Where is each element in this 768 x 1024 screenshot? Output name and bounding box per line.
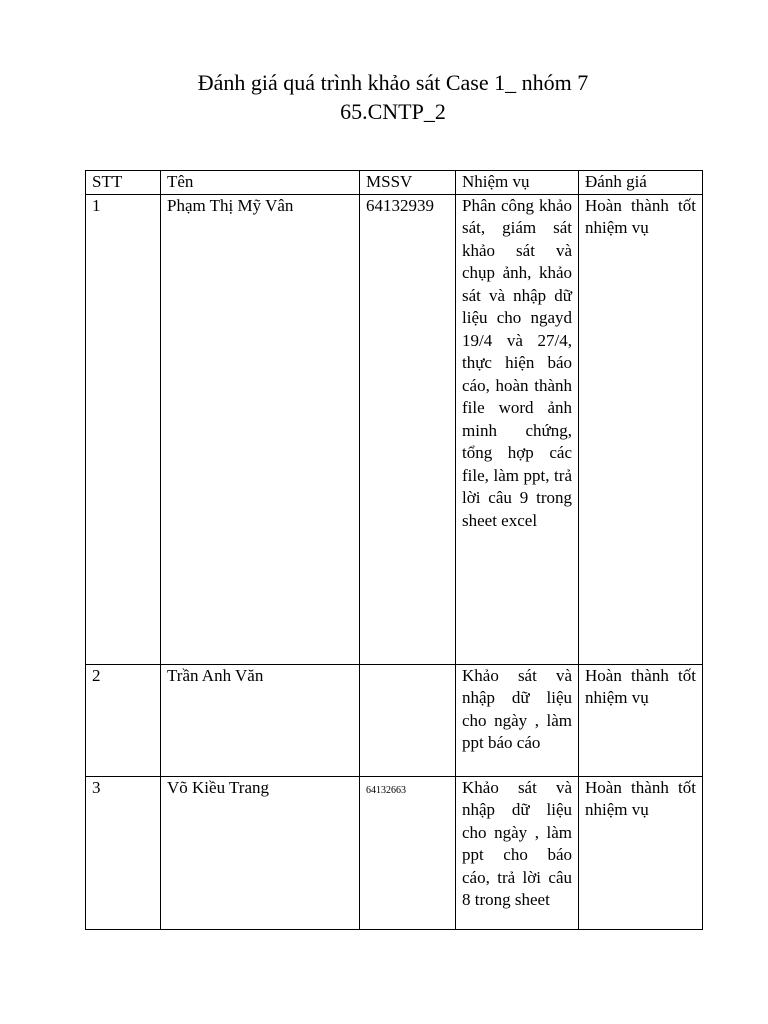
cell-task [456,776,579,929]
cell-stt: 2 [86,664,161,776]
header-rating: Đánh giá [579,171,703,195]
cell-name: Võ Kiều Trang [161,776,360,929]
cell-task: Phân công khảo sát, giám sát khảo sát và chụp ảnh, khảo sát và nhập dữ liệu cho ngayd 19/4 và 27/4, thực hiện báo cáo, hoàn thành file word ảnh minh chứng, tổng hợp các file, làm ppt, trả lời câu 9 trong sheet excel [456,194,579,664]
header-stt: STT [86,171,161,195]
title-line-2: 65.CNTP_2 [340,99,446,124]
cell-task-text: Khảo sát và nhập dữ liệu cho ngày , làm ppt cho báo cáo, trả lời câu 8 trong sheet [462,777,572,909]
table-header-row [86,171,703,195]
cell-name: Phạm Thị Mỹ Vân [161,194,360,664]
title-line-1: Đánh giá quá trình khảo sát Case 1_ nhóm 7 [197,70,589,95]
evaluation-table [85,170,703,930]
document-title [0,68,768,126]
cell-mssv-text: 64132663 [366,784,406,796]
table-row [86,664,703,776]
header-name: Tên [161,171,360,195]
cell-rating: Hoàn thành tốt nhiệm vụ [579,776,703,929]
table-row [86,194,703,664]
cell-stt: 1 [86,194,161,664]
table-row [86,776,703,929]
cell-rating: Hoàn thành tốt nhiệm vụ [579,194,703,664]
header-task: Nhiệm vụ [456,171,579,195]
cell-name: Trần Anh Văn [161,664,360,776]
header-mssv: MSSV [360,171,456,195]
cell-rating: Hoàn thành tốt nhiệm vụ [579,664,703,776]
cell-mssv: 64132939 [360,194,456,664]
cell-mssv [360,664,456,776]
cell-stt: 3 [86,776,161,929]
cell-task: Khảo sát và nhập dữ liệu cho ngày , làm ppt báo cáo [456,664,579,776]
cell-mssv [360,776,456,929]
